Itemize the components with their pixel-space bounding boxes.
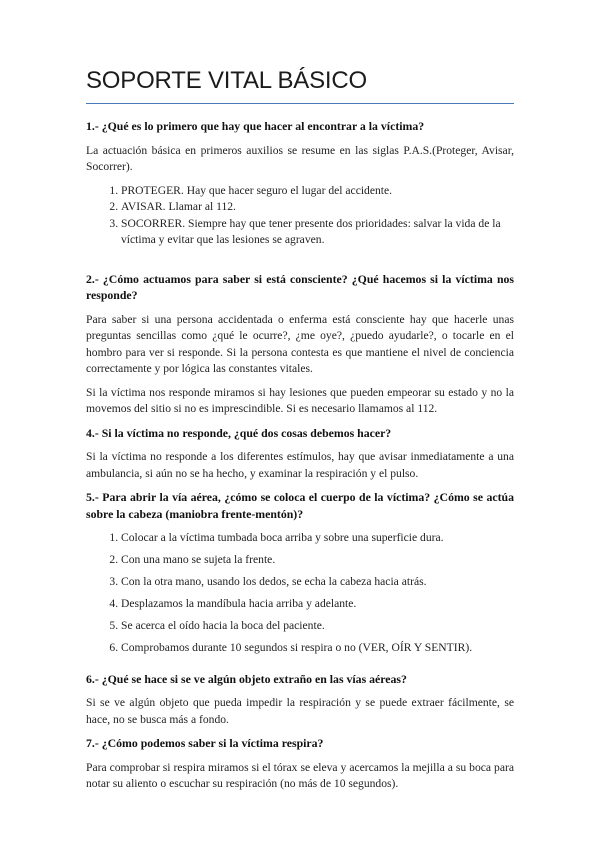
- section-2-paragraph-2: Si la víctima nos responde miramos si hay lesiones que pueden empeorar su estado y no la movemos del sitio si no es imprescindible. Si es necesario llamamos al 112.: [86, 385, 514, 415]
- list-item: 2. AVISAR. Llamar al 112.: [121, 199, 514, 216]
- section-1-list: [86, 183, 514, 249]
- section-4-heading: 4.- Si la víctima no responde, ¿qué dos cosas debemos hacer?: [86, 425, 392, 440]
- title-underline: [86, 103, 514, 104]
- list-item: 3. SOCORRER. Siempre hay que tener presente dos prioridades: salvar la vida de la víctima y evitar que las lesiones se agraven.: [121, 216, 514, 249]
- list-item: 1. PROTEGER. Hay que hacer seguro el lugar del accidente.: [121, 183, 514, 200]
- section-6-paragraph: Si se ve algún objeto que pueda impedir la respiración y se puede extraer fácilmente, se hace, no se busca más a fondo.: [86, 696, 514, 726]
- section-1-heading: 1.- ¿Qué es lo primero que hay que hacer al encontrar a la víctima?: [86, 119, 425, 133]
- section-4-paragraph: Si la víctima no responde a los diferentes estímulos, hay que avisar inmediatamente a una ambulancia, si aún no se ha hecho, y examinar la respiración y el pulso.: [86, 450, 514, 480]
- list-item: 6. Comprobamos durante 10 segundos si respira o no (VER, OÍR Y SENTIR).: [121, 640, 514, 657]
- section-7-paragraph: Para comprobar si respira miramos si el tórax se eleva y acercamos la mejilla a su boca para notar su aliento o escuchar su respiración (no más de 10 segundos).: [86, 760, 514, 790]
- list-item: 2. Con una mano se sujeta la frente.: [121, 552, 514, 569]
- page-title: SOPORTE VITAL BÁSICO: [86, 67, 367, 94]
- section-1-paragraph: La actuación básica en primeros auxilios se resume en las siglas P.A.S.(Proteger, Avisar, Socorrer).: [86, 143, 514, 173]
- section-6-heading: 6.- ¿Qué se hace si se ve algún objeto extraño en las vías aéreas?: [86, 671, 407, 686]
- section-5-list: [86, 530, 514, 657]
- section-7-heading: 7.- ¿Cómo podemos saber si la víctima respira?: [86, 736, 324, 750]
- list-item: 5. Se acerca el oído hacia la boca del paciente.: [121, 618, 514, 635]
- list-item: 4. Desplazamos la mandíbula hacia arriba y adelante.: [121, 596, 514, 613]
- list-item: 1. Colocar a la víctima tumbada boca arriba y sobre una superficie dura.: [121, 530, 514, 547]
- section-2-heading: 2.- ¿Cómo actuamos para saber si está consciente? ¿Qué hacemos si la víctima nos responde?: [86, 271, 514, 302]
- section-5-heading: 5.- Para abrir la vía aérea, ¿cómo se coloca el cuerpo de la víctima? ¿Cómo se actúa sobre la cabeza (maniobra frente-mentón)?: [86, 490, 514, 521]
- list-item: 3. Con la otra mano, usando los dedos, se echa la cabeza hacia atrás.: [121, 574, 514, 591]
- document-body: [86, 118, 514, 800]
- section-2-paragraph-1: Para saber si una persona accidentada o enferma está consciente hay que hacerle unas preguntas sencillas como ¿qué le ocurre?, ¿me oye?, ¿puedo ayudarle?, o tocarle en el hombro para ver si responde. Si la persona contesta es que mantiene el nivel de conciencia correctamente y por lógica las constantes vitales.: [86, 312, 514, 375]
